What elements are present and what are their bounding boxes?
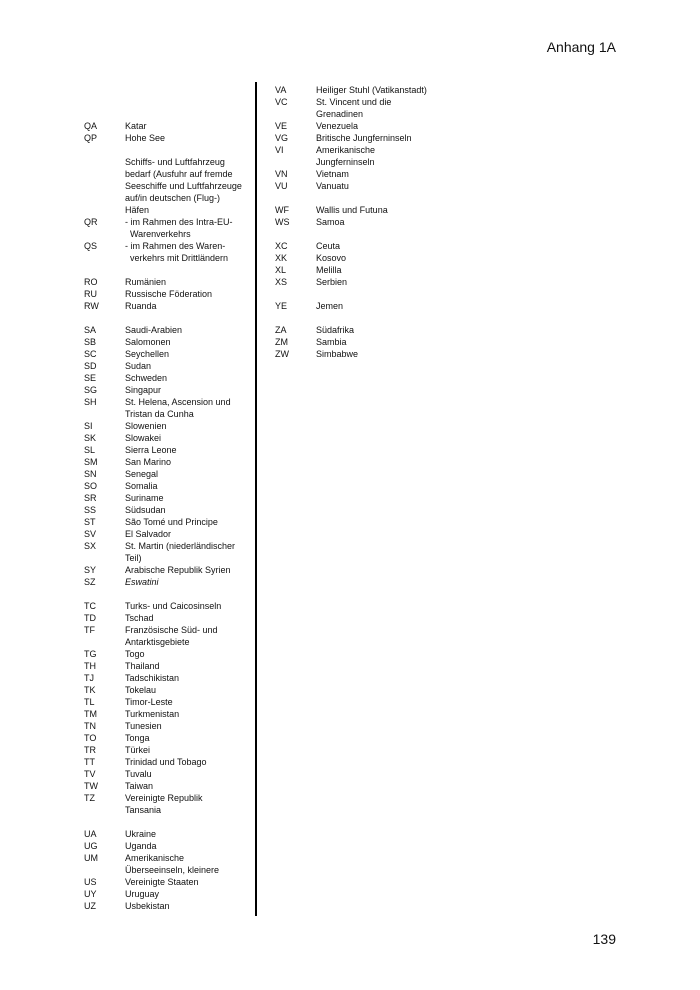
list-item bbox=[84, 660, 249, 672]
country-name: Arabische Republik Syrien bbox=[125, 565, 231, 575]
country-code: US bbox=[84, 877, 97, 887]
country-code: VG bbox=[275, 133, 289, 143]
country-name: Trinidad und Tobago bbox=[125, 757, 207, 767]
list-item bbox=[84, 864, 249, 876]
country-code: TH bbox=[84, 661, 96, 671]
country-code bbox=[84, 636, 125, 648]
country-code bbox=[84, 156, 125, 168]
country-name: Vereinigte Staaten bbox=[125, 877, 199, 887]
country-code: SE bbox=[84, 373, 97, 383]
country-name: Katar bbox=[125, 121, 147, 131]
list-item bbox=[84, 756, 249, 768]
country-code: UG bbox=[84, 841, 98, 851]
country-name: St. Vincent und die bbox=[316, 97, 392, 107]
country-name: Tonga bbox=[125, 733, 150, 743]
country-code: SN bbox=[84, 469, 97, 479]
country-code: TC bbox=[84, 601, 96, 611]
country-code: SB bbox=[84, 337, 97, 347]
country-name: Teil) bbox=[125, 553, 142, 563]
list-item bbox=[84, 252, 249, 264]
country-code: RU bbox=[84, 289, 97, 299]
list-spacer bbox=[84, 96, 249, 108]
country-name: Französische Süd- und bbox=[125, 625, 218, 635]
country-name: bedarf (Ausfuhr auf fremde bbox=[125, 169, 233, 179]
list-item bbox=[84, 216, 249, 228]
country-code: VI bbox=[275, 145, 284, 155]
country-code: QR bbox=[84, 217, 98, 227]
country-name: verkehrs mit Drittländern bbox=[130, 253, 229, 263]
list-item bbox=[84, 768, 249, 780]
country-name: Ceuta bbox=[316, 241, 341, 251]
list-item bbox=[84, 876, 249, 888]
column-divider bbox=[255, 82, 257, 916]
country-name: Amerikanische bbox=[316, 145, 376, 155]
list-item bbox=[275, 132, 465, 144]
country-name: Tschad bbox=[125, 613, 154, 623]
country-code bbox=[84, 228, 125, 240]
country-code: SK bbox=[84, 433, 97, 443]
list-item bbox=[84, 648, 249, 660]
country-code: SM bbox=[84, 457, 98, 467]
country-code: TK bbox=[84, 685, 96, 695]
country-code: VA bbox=[275, 85, 287, 95]
list-item bbox=[84, 468, 249, 480]
list-item bbox=[84, 168, 249, 180]
list-item bbox=[275, 276, 465, 288]
country-name: Venezuela bbox=[316, 121, 359, 131]
list-item bbox=[84, 204, 249, 216]
list-item bbox=[84, 828, 249, 840]
country-code: SO bbox=[84, 481, 98, 491]
country-name: Britische Jungferninseln bbox=[316, 133, 412, 143]
country-name: Turkmenistan bbox=[125, 709, 180, 719]
country-code bbox=[275, 156, 316, 168]
list-item bbox=[84, 156, 249, 168]
country-name: Tokelau bbox=[125, 685, 157, 695]
page-header-title: Anhang 1A bbox=[546, 39, 616, 55]
country-name: Ukraine bbox=[125, 829, 157, 839]
country-code: SR bbox=[84, 493, 97, 503]
list-spacer bbox=[275, 228, 465, 240]
country-name: auf/in deutschen (Flug-) bbox=[125, 193, 221, 203]
country-name: - im Rahmen des Intra-EU- bbox=[125, 217, 233, 227]
country-code: TW bbox=[84, 781, 98, 791]
list-item bbox=[84, 444, 249, 456]
country-name: Salomonen bbox=[125, 337, 171, 347]
list-item bbox=[275, 324, 465, 336]
list-item bbox=[84, 780, 249, 792]
country-code: SX bbox=[84, 541, 97, 551]
country-code: TN bbox=[84, 721, 96, 731]
country-name: Uganda bbox=[125, 841, 157, 851]
list-spacer bbox=[84, 144, 249, 156]
list-item bbox=[275, 108, 465, 120]
country-code: SH bbox=[84, 397, 97, 407]
country-code: WS bbox=[275, 217, 290, 227]
list-item bbox=[275, 252, 465, 264]
country-code: RO bbox=[84, 277, 98, 287]
country-code: UM bbox=[84, 853, 98, 863]
list-item bbox=[275, 144, 465, 156]
list-item bbox=[275, 156, 465, 168]
country-code: ST bbox=[84, 517, 96, 527]
country-code: YE bbox=[275, 301, 288, 311]
list-item bbox=[84, 348, 249, 360]
country-name: Türkei bbox=[125, 745, 151, 755]
list-item bbox=[84, 120, 249, 132]
list-item bbox=[84, 720, 249, 732]
country-code bbox=[84, 804, 125, 816]
country-name: São Tomé und Principe bbox=[125, 517, 218, 527]
country-code: ZM bbox=[275, 337, 288, 347]
country-code: TV bbox=[84, 769, 96, 779]
list-item bbox=[84, 528, 249, 540]
list-item bbox=[275, 120, 465, 132]
list-item bbox=[84, 360, 249, 372]
list-item bbox=[84, 696, 249, 708]
country-code: QA bbox=[84, 121, 98, 131]
country-code: TL bbox=[84, 697, 95, 707]
country-name: Hohe See bbox=[125, 133, 166, 143]
list-item bbox=[84, 324, 249, 336]
list-item bbox=[84, 300, 249, 312]
list-item bbox=[275, 300, 465, 312]
list-item bbox=[84, 228, 249, 240]
country-name: Russische Föderation bbox=[125, 289, 213, 299]
country-code: RW bbox=[84, 301, 99, 311]
country-code: SA bbox=[84, 325, 97, 335]
country-name: Südsudan bbox=[125, 505, 166, 515]
list-item bbox=[84, 792, 249, 804]
list-spacer bbox=[84, 312, 249, 324]
country-code: TD bbox=[84, 613, 96, 623]
country-name: Somalia bbox=[125, 481, 158, 491]
list-item bbox=[84, 276, 249, 288]
country-code: SD bbox=[84, 361, 97, 371]
country-code: TF bbox=[84, 625, 95, 635]
country-name: Heiliger Stuhl (Vatikanstadt) bbox=[316, 85, 427, 95]
country-name: San Marino bbox=[125, 457, 172, 467]
country-name: Häfen bbox=[125, 205, 150, 215]
list-item bbox=[84, 336, 249, 348]
country-code bbox=[84, 192, 125, 204]
country-name: Turks- und Caicosinseln bbox=[125, 601, 222, 611]
list-item bbox=[275, 216, 465, 228]
list-spacer bbox=[84, 588, 249, 600]
list-item bbox=[84, 576, 249, 588]
country-code: VU bbox=[275, 181, 288, 191]
country-code bbox=[84, 204, 125, 216]
country-code: ZW bbox=[275, 349, 289, 359]
country-name: St. Helena, Ascension und bbox=[125, 397, 231, 407]
country-name: Kosovo bbox=[316, 253, 347, 263]
list-item bbox=[84, 504, 249, 516]
country-code: XS bbox=[275, 277, 288, 287]
list-item bbox=[275, 84, 465, 96]
list-item bbox=[84, 192, 249, 204]
list-item bbox=[84, 516, 249, 528]
country-name: Überseeinseln, kleinere bbox=[125, 865, 220, 875]
list-item bbox=[84, 888, 249, 900]
list-item bbox=[84, 840, 249, 852]
list-item bbox=[84, 744, 249, 756]
country-name: Schiffs- und Luftfahrzeug bbox=[125, 157, 225, 167]
country-name: Tunesien bbox=[125, 721, 162, 731]
country-name: Timor-Leste bbox=[125, 697, 173, 707]
country-name: Südafrika bbox=[316, 325, 355, 335]
country-name: Seeschiffe und Luftfahrzeuge bbox=[125, 181, 242, 191]
country-code bbox=[84, 252, 125, 264]
list-item bbox=[275, 240, 465, 252]
country-code: SC bbox=[84, 349, 97, 359]
list-spacer bbox=[84, 264, 249, 276]
country-code: VE bbox=[275, 121, 288, 131]
country-code: QS bbox=[84, 241, 98, 251]
country-name: Sierra Leone bbox=[125, 445, 177, 455]
country-name: Wallis und Futuna bbox=[316, 205, 388, 215]
country-code bbox=[84, 864, 125, 876]
country-name: Melilla bbox=[316, 265, 342, 275]
list-spacer bbox=[275, 192, 465, 204]
country-name: Slowenien bbox=[125, 421, 167, 431]
country-code: TZ bbox=[84, 793, 95, 803]
country-code: TR bbox=[84, 745, 96, 755]
list-item bbox=[84, 384, 249, 396]
country-name: Singapur bbox=[125, 385, 162, 395]
page-number: 139 bbox=[592, 931, 616, 947]
country-name: Suriname bbox=[125, 493, 164, 503]
list-item bbox=[275, 180, 465, 192]
country-name: Samoa bbox=[316, 217, 345, 227]
country-name: Senegal bbox=[125, 469, 159, 479]
country-code: VC bbox=[275, 97, 288, 107]
country-name: St. Martin (niederländischer bbox=[125, 541, 236, 551]
country-name: Sambia bbox=[316, 337, 347, 347]
list-item bbox=[84, 540, 249, 552]
list-item bbox=[275, 348, 465, 360]
country-name: Simbabwe bbox=[316, 349, 359, 359]
country-code bbox=[84, 168, 125, 180]
country-name: Eswatini bbox=[125, 577, 159, 587]
country-name: Uruguay bbox=[125, 889, 160, 899]
country-code: SZ bbox=[84, 577, 96, 587]
list-spacer bbox=[84, 84, 249, 96]
list-item bbox=[84, 684, 249, 696]
country-name: Tuvalu bbox=[125, 769, 152, 779]
country-name: Antarktisgebiete bbox=[125, 637, 190, 647]
country-code: TG bbox=[84, 649, 97, 659]
country-code: XK bbox=[275, 253, 288, 263]
list-spacer bbox=[275, 288, 465, 300]
list-item bbox=[84, 600, 249, 612]
list-item bbox=[84, 480, 249, 492]
country-name: Tansania bbox=[125, 805, 162, 815]
country-code bbox=[84, 552, 125, 564]
country-name: Vereinigte Republik bbox=[125, 793, 203, 803]
list-item bbox=[84, 132, 249, 144]
country-code: UA bbox=[84, 829, 97, 839]
list-item bbox=[275, 204, 465, 216]
country-code: UY bbox=[84, 889, 97, 899]
country-code: SY bbox=[84, 565, 97, 575]
country-name: Slowakei bbox=[125, 433, 162, 443]
list-item bbox=[275, 264, 465, 276]
country-code bbox=[84, 180, 125, 192]
country-code: SG bbox=[84, 385, 98, 395]
country-name: Serbien bbox=[316, 277, 348, 287]
list-item bbox=[84, 288, 249, 300]
list-item bbox=[84, 624, 249, 636]
list-item bbox=[84, 240, 249, 252]
list-item bbox=[84, 804, 249, 816]
country-name: Tadschikistan bbox=[125, 673, 180, 683]
list-item bbox=[84, 420, 249, 432]
country-name: - im Rahmen des Waren- bbox=[125, 241, 226, 251]
country-name: Vietnam bbox=[316, 169, 349, 179]
country-name: Tristan da Cunha bbox=[125, 409, 194, 419]
country-code: SS bbox=[84, 505, 97, 515]
country-name: Jungferninseln bbox=[316, 157, 375, 167]
country-code-list-left bbox=[84, 84, 249, 912]
list-item bbox=[84, 408, 249, 420]
list-item bbox=[84, 180, 249, 192]
country-code: ZA bbox=[275, 325, 287, 335]
country-name: Warenverkehrs bbox=[130, 229, 191, 239]
country-code: TO bbox=[84, 733, 97, 743]
country-code: TT bbox=[84, 757, 95, 767]
country-code: TM bbox=[84, 709, 97, 719]
country-code: SI bbox=[84, 421, 93, 431]
country-code: SV bbox=[84, 529, 97, 539]
country-code: VN bbox=[275, 169, 288, 179]
country-name: Taiwan bbox=[125, 781, 154, 791]
country-code: XL bbox=[275, 265, 287, 275]
list-spacer bbox=[84, 816, 249, 828]
list-item bbox=[84, 708, 249, 720]
list-item bbox=[84, 492, 249, 504]
list-item bbox=[84, 636, 249, 648]
list-item bbox=[275, 336, 465, 348]
country-code bbox=[275, 108, 316, 120]
country-code: TJ bbox=[84, 673, 94, 683]
country-name: Thailand bbox=[125, 661, 160, 671]
list-item bbox=[84, 564, 249, 576]
list-item bbox=[84, 432, 249, 444]
country-name: Amerikanische bbox=[125, 853, 185, 863]
country-name: Ruanda bbox=[125, 301, 157, 311]
list-item bbox=[275, 168, 465, 180]
list-item bbox=[84, 900, 249, 912]
country-code: WF bbox=[275, 205, 289, 215]
country-code: QP bbox=[84, 133, 98, 143]
list-spacer bbox=[84, 108, 249, 120]
country-name: Saudi-Arabien bbox=[125, 325, 183, 335]
country-code bbox=[84, 408, 125, 420]
country-name: Schweden bbox=[125, 373, 168, 383]
list-item bbox=[84, 672, 249, 684]
country-name: Jemen bbox=[316, 301, 344, 311]
country-name: Grenadinen bbox=[316, 109, 364, 119]
country-name: El Salvador bbox=[125, 529, 172, 539]
country-name: Sudan bbox=[125, 361, 152, 371]
list-item bbox=[84, 852, 249, 864]
list-item bbox=[84, 732, 249, 744]
country-name: Usbekistan bbox=[125, 901, 170, 911]
list-item bbox=[84, 456, 249, 468]
country-name: Vanuatu bbox=[316, 181, 349, 191]
list-item bbox=[275, 96, 465, 108]
list-item bbox=[84, 372, 249, 384]
country-name: Rumänien bbox=[125, 277, 167, 287]
country-code-list-right bbox=[275, 84, 465, 360]
list-item bbox=[84, 612, 249, 624]
list-spacer bbox=[275, 312, 465, 324]
country-code: UZ bbox=[84, 901, 96, 911]
country-name: Togo bbox=[125, 649, 145, 659]
country-code: SL bbox=[84, 445, 96, 455]
list-item bbox=[84, 552, 249, 564]
country-name: Seychellen bbox=[125, 349, 170, 359]
country-code: XC bbox=[275, 241, 288, 251]
list-item bbox=[84, 396, 249, 408]
